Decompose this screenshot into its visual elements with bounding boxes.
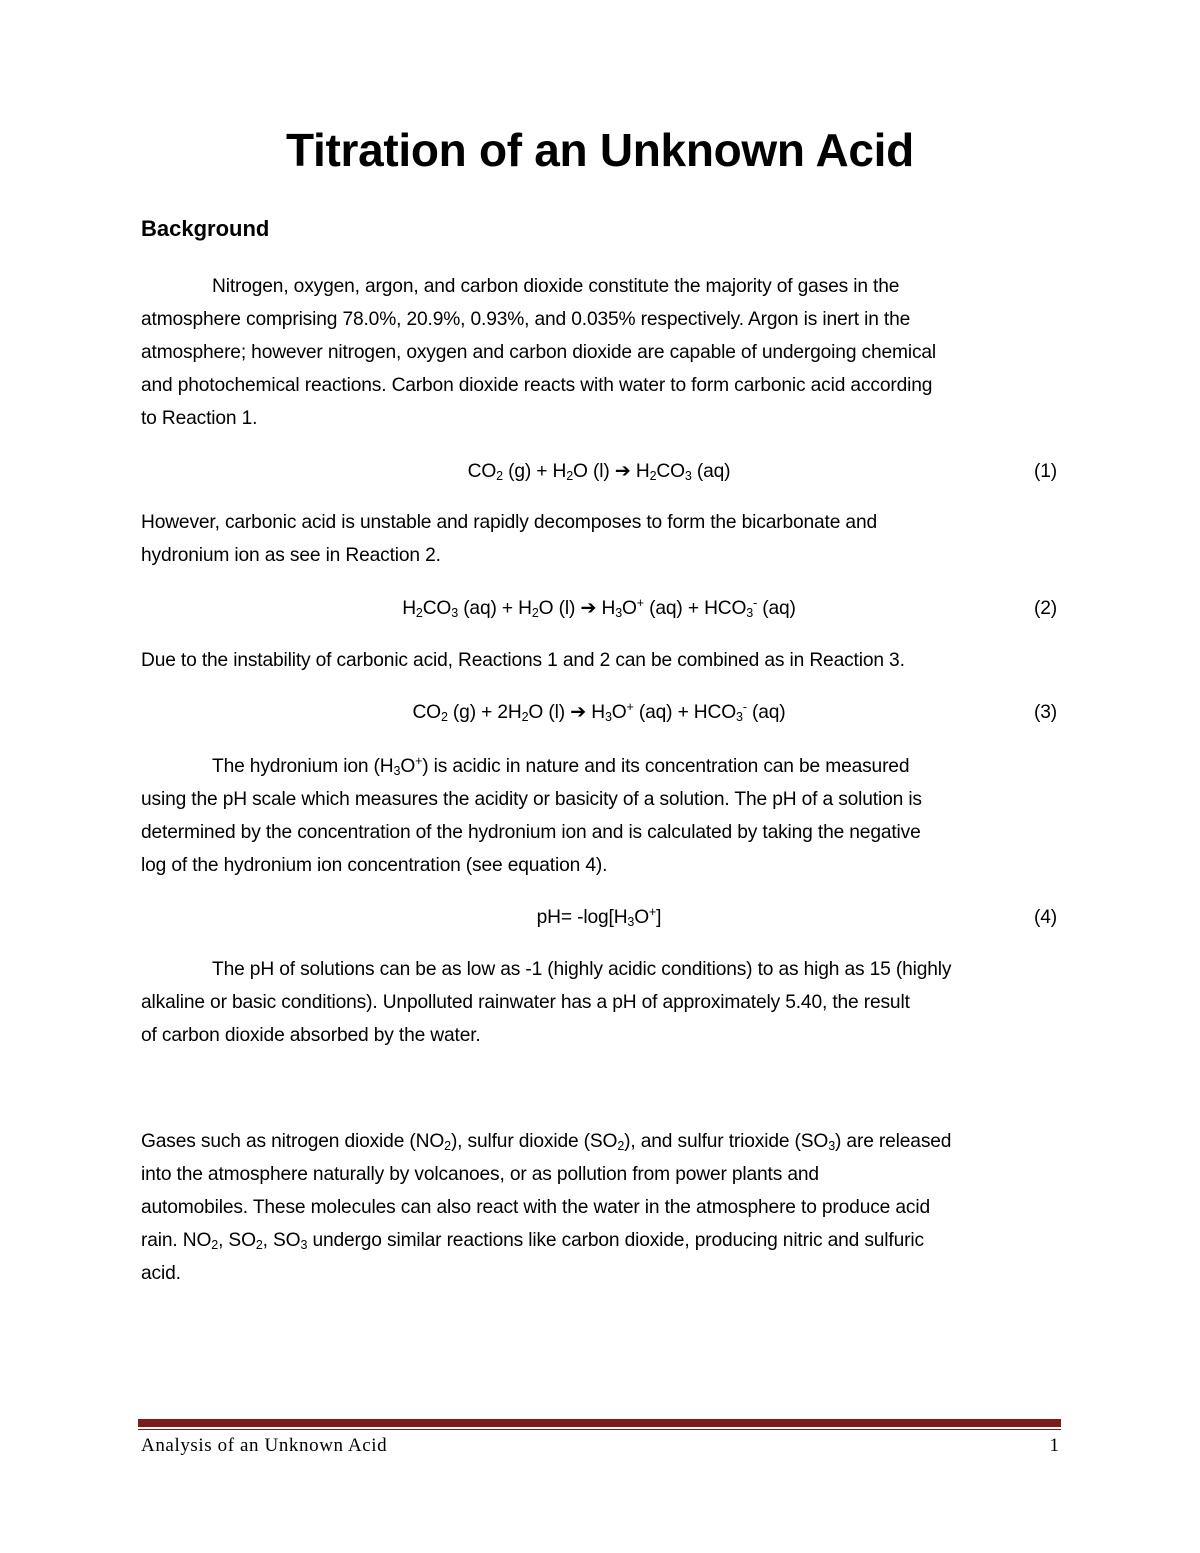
paragraph-line: to Reaction 1.	[141, 408, 258, 429]
paragraph-line: into the atmosphere naturally by volcanoes, or as pollution from power plants and	[141, 1164, 819, 1185]
paragraph-line: Gases such as nitrogen dioxide $(NO_2)$, sulfur dioxide $(SO_2)$, and sulfur trioxide $(SO_3)$ are released	[141, 1131, 952, 1153]
paragraph-line: of carbon dioxide absorbed by the water.	[141, 1025, 481, 1046]
equation-3	[141, 696, 1057, 729]
equation-expression: $CO_2$ $(g) + H_2O$ (l) ➔ $H_2CO_3$ (aq)	[467, 461, 731, 483]
paragraph-line: log of the hydronium ion concentration (see equation 4).	[141, 855, 608, 876]
paragraph-3	[141, 644, 1061, 677]
equation-expression: $pH= -\log[H_3O^+]$	[536, 905, 662, 929]
paragraph-4	[141, 750, 1061, 882]
paragraph-line: atmosphere; however nitrogen, oxygen and carbon dioxide are capable of undergoing chemical	[141, 342, 937, 363]
paragraph-line: determined by the concentration of the hydronium ion and is calculated by taking the negative	[141, 822, 921, 843]
footer-page-number: 1	[1049, 1435, 1059, 1456]
paragraph-line: hydronium ion as see in Reaction 2.	[141, 545, 441, 566]
paragraph-line: automobiles. These molecules can also react with the water in the atmosphere to produce acid	[141, 1197, 930, 1218]
paragraph-line: acid.	[141, 1263, 181, 1284]
footer-running-title: Analysis of an Unknown Acid	[141, 1435, 388, 1456]
section-heading-background: Background	[141, 216, 270, 241]
equation-number: (3)	[1033, 702, 1057, 723]
equation-number: (4)	[1033, 907, 1057, 928]
equation-number: (2)	[1033, 598, 1057, 619]
equation-4	[141, 901, 1057, 934]
paragraph-line: Nitrogen, oxygen, argon, and carbon dioxide constitute the majority of gases in the	[212, 276, 900, 297]
paragraph-line: However, carbonic acid is unstable and rapidly decomposes to form the bicarbonate and	[141, 512, 877, 533]
paragraph-line: atmosphere comprising 78.0%, 20.9%, 0.93%, and 0.035% respectively. Argon is inert in the	[141, 309, 911, 330]
equation-2	[141, 592, 1057, 625]
document-title: Titration of an Unknown Acid	[286, 124, 914, 176]
paragraph-2	[141, 506, 1061, 572]
paragraph-line: alkaline or basic conditions). Unpolluted rainwater has a pH of approximately 5.40, the result	[141, 992, 910, 1013]
paragraph-line: The hydronium ion $(H_3O^+)$ is acidic in nature and its concentration can be measured	[212, 754, 910, 778]
paragraph-line: using the pH scale which measures the acidity or basicity of a solution. The pH of a solution is	[141, 789, 922, 810]
footer-rule-thin	[138, 1429, 1061, 1430]
equation-expression: $CO_2$ $(g) + 2H_2O$ (l) ➔ $H_3O^+$ $(aq) + HCO_3^-$ (aq)	[412, 700, 786, 724]
equation-number: (1)	[1033, 461, 1057, 482]
footer-rule	[138, 1419, 1061, 1427]
paragraph-6	[141, 1125, 1061, 1290]
paragraph-line: Due to the instability of carbonic acid, Reactions 1 and 2 can be combined as in Reaction 3.	[141, 650, 905, 671]
paragraph-line: rain. $NO_2$, $SO_2$, $SO_3$ undergo similar reactions like carbon dioxide, producing nitric and sulfuric	[141, 1230, 924, 1252]
paragraph-line: The pH of solutions can be as low as -1 (highly acidic conditions) to as high as 15 (highly	[212, 959, 952, 980]
equation-1	[141, 455, 1057, 488]
paragraph-1	[141, 270, 1061, 435]
paragraph-line: and photochemical reactions. Carbon dioxide reacts with water to form carbonic acid according	[141, 375, 933, 396]
paragraph-5	[141, 953, 1061, 1052]
equation-expression: $H_2CO_3$ $(aq) + H_2O$ (l) ➔ $H_3O^+$ $(aq) + HCO_3^-$ (aq)	[402, 596, 796, 620]
